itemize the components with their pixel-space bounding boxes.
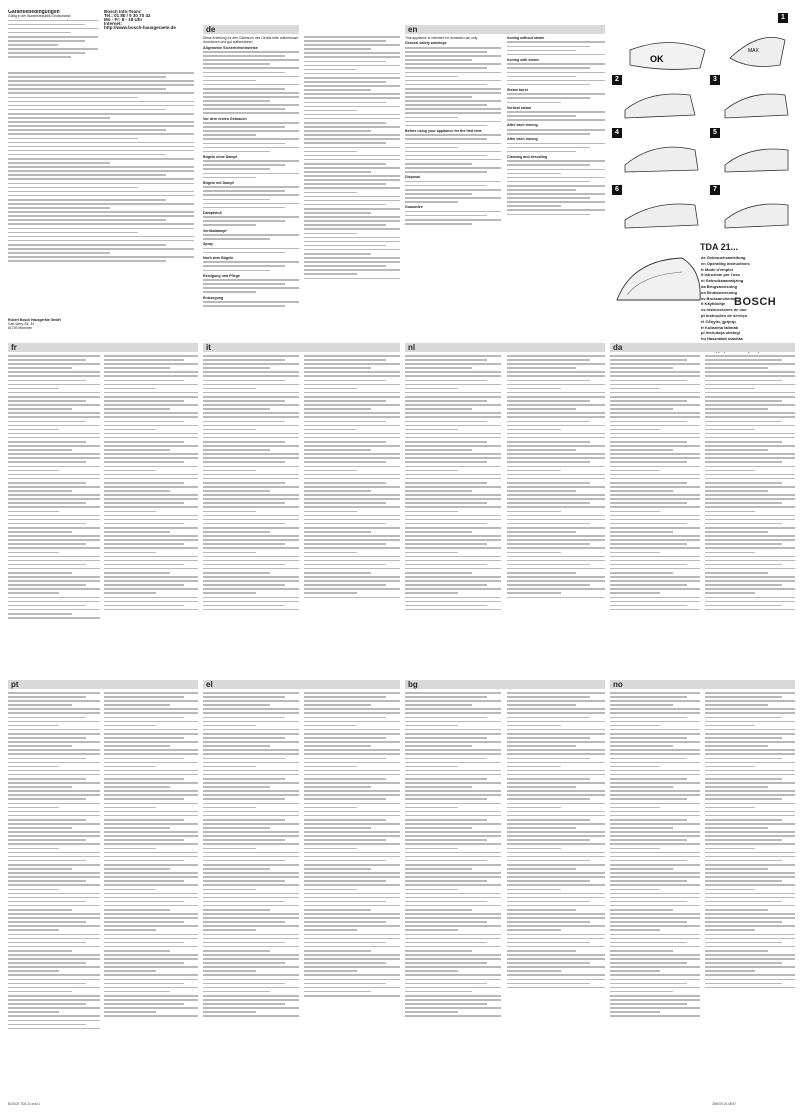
iron-fig7 xyxy=(725,204,788,228)
de-heading-spray: Spray xyxy=(203,242,213,247)
de-column-2 xyxy=(304,36,400,336)
de-heading-safety: Allgemeine Sicherheitshinweise xyxy=(203,45,258,50)
de-column xyxy=(203,36,299,336)
fr-column-2 xyxy=(104,355,198,675)
it-column xyxy=(203,355,299,675)
language-entry: tr Kullanma talimatı xyxy=(701,324,739,330)
pt-column xyxy=(8,692,100,1087)
de-heading-cleaning: Reinigung und Pflege xyxy=(203,273,240,278)
en-heading-burst: Steam burst xyxy=(507,87,528,92)
language-entry: nl Gebruiksaanwijzing xyxy=(701,278,744,284)
section-header-el: el xyxy=(203,680,400,689)
iron-illustration xyxy=(610,10,795,235)
fig-number-6: 6 xyxy=(612,185,622,195)
el-column xyxy=(203,692,299,1087)
en-heading-vertical: Vertical steam xyxy=(507,105,532,110)
de-heading-burst: Dampfstoß xyxy=(203,210,222,215)
section-header-en: en xyxy=(405,25,605,34)
iron-fig3 xyxy=(725,94,788,118)
fr-column xyxy=(8,355,100,675)
service-block xyxy=(104,10,194,60)
nl-column xyxy=(405,355,501,675)
language-entry: en Operating instructions xyxy=(701,260,750,266)
de-heading-nosteam: Bügeln ohne Dampf xyxy=(203,154,237,159)
warranty-subtitle: Gültig in der Bundesrepublik Deutschland xyxy=(8,14,71,19)
de-heading-vertical: Vertikaldampf xyxy=(203,228,227,233)
language-entry: es Instrucciones de uso xyxy=(701,307,747,313)
language-entry: fr Mode d'emploi xyxy=(701,266,733,272)
language-entry: el Οδηγίες χρήσης xyxy=(701,318,737,324)
section-header-pt: pt xyxy=(8,680,198,689)
internet-url: http://www.bosch-hausgeraete.de xyxy=(104,25,176,31)
language-entry: pl Instrukcja obsługi xyxy=(701,330,740,336)
ok-label: OK xyxy=(650,54,664,64)
el-column-2 xyxy=(304,692,400,1087)
section-header-it: it xyxy=(203,343,400,352)
language-entry: da Brugsanvisning xyxy=(701,283,738,289)
en-heading-steam: Ironing with steam xyxy=(507,57,539,62)
no-column-2 xyxy=(705,692,795,1087)
fig-number-5: 5 xyxy=(710,128,720,138)
de-intro: Diese Anleitung für den Gebrauch des Geräts bitte aufmerksam durchlesen und gut aufbewahren. xyxy=(203,36,299,45)
de-heading-disposal: Entsorgung xyxy=(203,295,224,300)
internet-label: Internet: xyxy=(104,21,122,27)
en-heading-cleaning: Cleaning and descaling xyxy=(507,154,548,159)
da-column-2 xyxy=(705,355,795,675)
fig-number-3: 3 xyxy=(710,75,720,85)
footer-left: BOSCH TDA 21 indd 1 xyxy=(8,1102,41,1106)
iron-fig6 xyxy=(625,204,698,228)
en-heading-spray: After each ironing xyxy=(507,123,538,128)
no-column xyxy=(610,692,700,1087)
fig-number-7: 7 xyxy=(710,185,720,195)
nl-column-2 xyxy=(507,355,605,675)
en-heading-safety: General safety warnings xyxy=(405,41,447,46)
en-column xyxy=(405,36,501,336)
en-heading-guarantee: Guarantee xyxy=(405,205,423,210)
section-header-no: no xyxy=(610,680,795,689)
de-heading-first-use: Vor dem ersten Gebrauch xyxy=(203,116,247,121)
section-header-fr: fr xyxy=(8,343,198,352)
en-column-2 xyxy=(507,36,605,336)
section-header-de: de xyxy=(203,25,299,34)
en-heading-disposal: Disposal xyxy=(405,175,420,180)
en-heading-after: After each ironing xyxy=(507,137,538,142)
bosch-logo: BOSCH xyxy=(734,296,777,308)
iron-fig5 xyxy=(725,149,788,172)
de-heading-after: Nach dem Bügeln xyxy=(203,255,234,260)
company-street: Carl-Wery-Str. 34 xyxy=(8,322,35,327)
en-intro: This appliance is intended for domestic use only. xyxy=(405,36,478,40)
language-entry: hu Használati utasítás xyxy=(701,336,744,342)
water-tank-fig1 xyxy=(630,43,705,70)
section-header-da: da xyxy=(610,343,795,352)
warranty-body-lines xyxy=(8,72,194,312)
service-phone: Tel.: 01 80 / 5 30 70 42 xyxy=(104,13,151,19)
bg-column-2 xyxy=(507,692,605,1087)
fig-number-2: 2 xyxy=(612,75,622,85)
language-entry: fi Käyttöohje xyxy=(701,301,726,307)
company-name: Robert Bosch Hausgeräte GmbH xyxy=(8,318,61,322)
da-column xyxy=(610,355,700,675)
language-entry: pt Instruções de serviço xyxy=(701,312,748,318)
en-heading-nosteam: Ironing without steam xyxy=(507,36,545,40)
intro-text-lines xyxy=(8,20,98,58)
service-hours: Mo - Fr: 8 - 18 Uhr xyxy=(104,17,143,23)
fig-number-4: 4 xyxy=(612,128,622,138)
model-number: TDA 21... xyxy=(700,242,739,252)
iron-fig4 xyxy=(625,147,698,172)
footer-right: 25/6/09 16:48:57 xyxy=(712,1102,736,1106)
language-entry: no Bruksanvisning xyxy=(701,289,738,295)
pt-column-2 xyxy=(104,692,198,1087)
en-heading-first-use: Before using your appliance for the first time xyxy=(405,128,482,133)
section-header-nl: nl xyxy=(405,343,605,352)
language-entry: sv Bruksanvisning xyxy=(701,295,737,301)
iron-cover-illustration xyxy=(612,250,707,310)
max-label: MAX xyxy=(748,48,759,54)
section-header-bg: bg xyxy=(405,680,605,689)
de-heading-steam: Bügeln mit Dampf xyxy=(203,180,234,185)
fig-number-1: 1 xyxy=(778,13,788,23)
warranty-title: Garantiebedingungen xyxy=(8,10,60,15)
iron-fig2 xyxy=(625,94,695,118)
language-entry: it Istruzioni per l'uso xyxy=(701,272,740,278)
language-entry: de Gebrauchsanleitung xyxy=(701,255,746,260)
service-title: Bosch Info-Team: xyxy=(104,10,142,14)
it-column-2 xyxy=(304,355,400,675)
company-city: 81739 München xyxy=(8,326,33,331)
bg-column xyxy=(405,692,501,1087)
figure-panel xyxy=(610,10,795,235)
company-block xyxy=(8,318,128,338)
